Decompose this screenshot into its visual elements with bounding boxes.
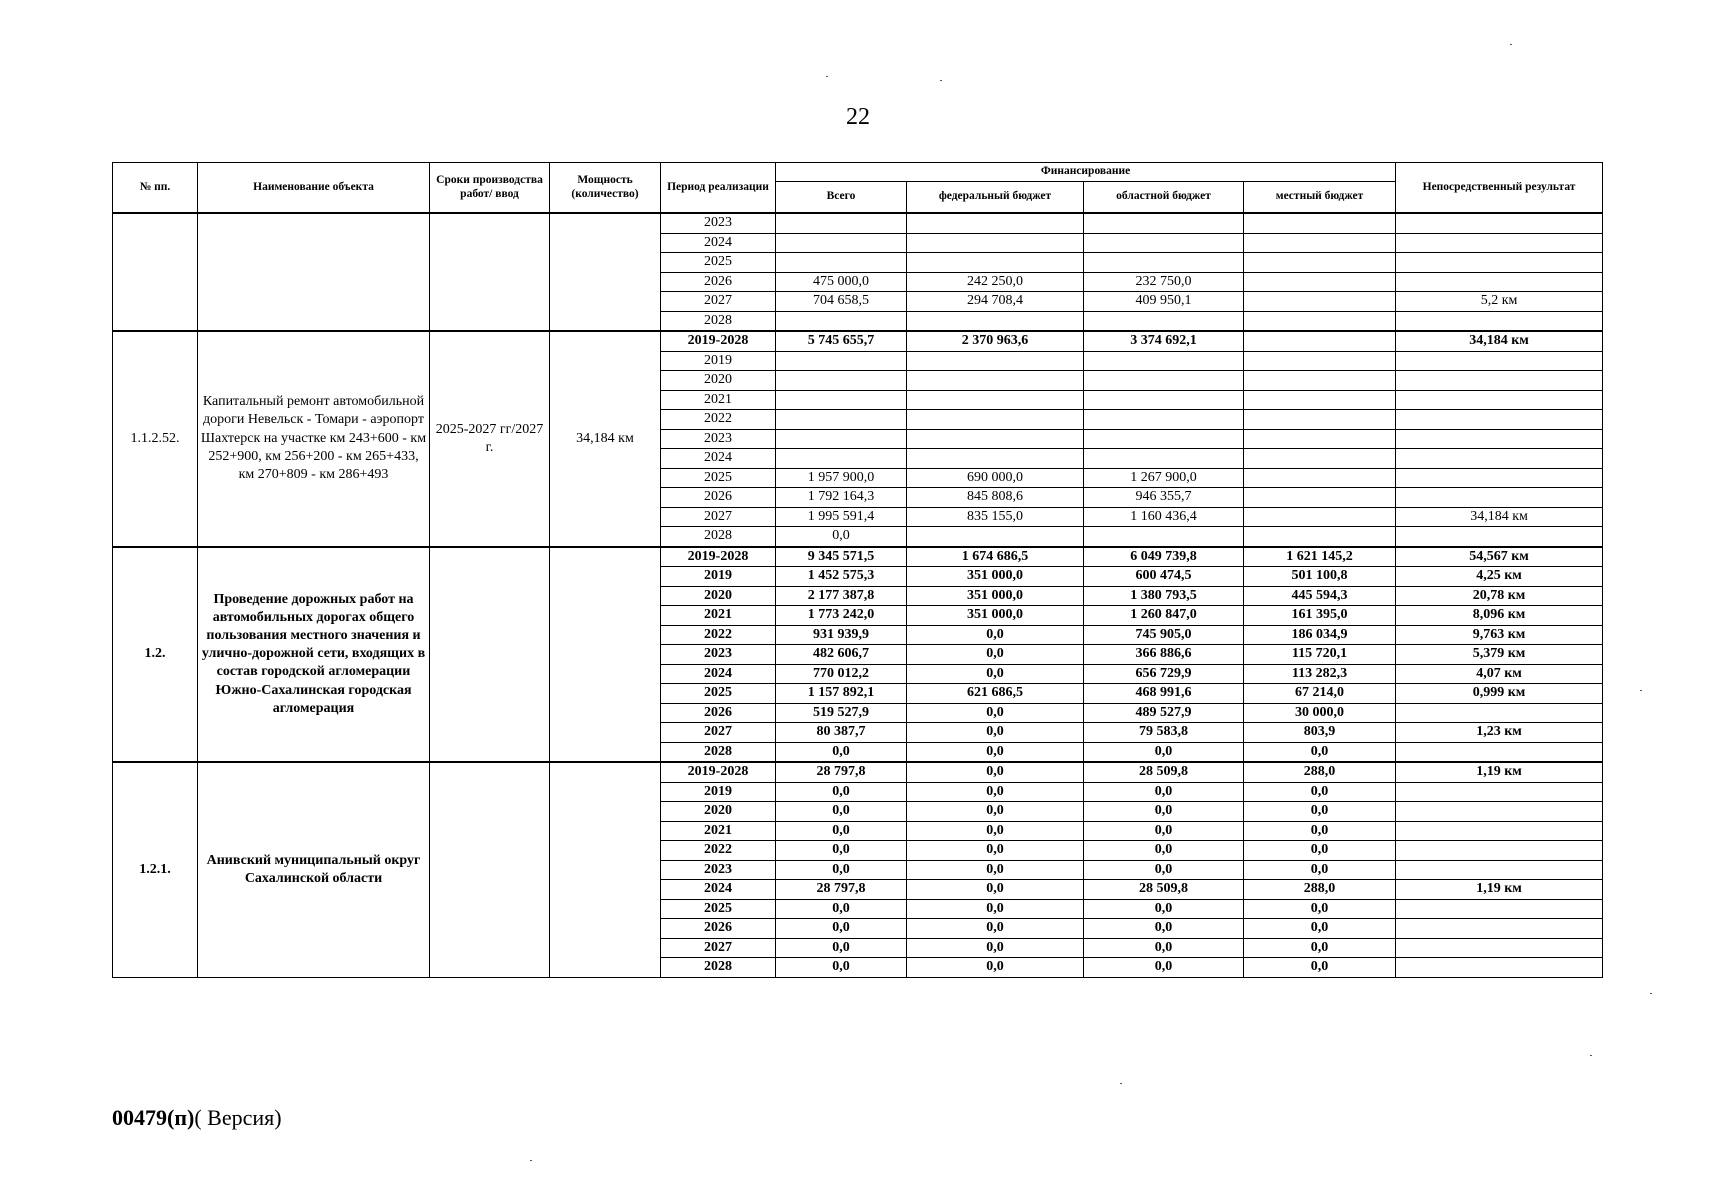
total-cell: 770 012,2 <box>776 664 907 684</box>
header-federal: федеральный бюджет <box>907 182 1084 214</box>
scan-speck <box>1120 1083 1122 1084</box>
local-cell <box>1244 507 1396 527</box>
result-cell: 1,23 км <box>1396 723 1603 743</box>
row-number-cell: 1.2.1. <box>113 762 198 977</box>
capacity-cell <box>550 762 661 977</box>
federal-cell: 0,0 <box>907 645 1084 665</box>
local-cell: 0,0 <box>1244 938 1396 958</box>
regional-cell: 0,0 <box>1084 938 1244 958</box>
total-cell: 80 387,7 <box>776 723 907 743</box>
federal-cell: 2 370 963,6 <box>907 331 1084 351</box>
local-cell: 0,0 <box>1244 919 1396 939</box>
regional-cell <box>1084 429 1244 449</box>
federal-cell: 0,0 <box>907 703 1084 723</box>
total-cell: 0,0 <box>776 821 907 841</box>
local-cell <box>1244 331 1396 351</box>
federal-cell: 0,0 <box>907 899 1084 919</box>
capacity-cell <box>550 547 661 763</box>
object-name-cell: Проведение дорожных работ на автомобильных дорогах общего пользования местного значения и улично-дорожной сети, входящих в состав городской агломерации Южно-Сахалинская городская агломерация <box>198 547 430 763</box>
header-name: Наименование объекта <box>198 163 430 214</box>
federal-cell: 0,0 <box>907 782 1084 802</box>
result-cell <box>1396 821 1603 841</box>
local-cell: 288,0 <box>1244 880 1396 900</box>
federal-cell <box>907 213 1084 233</box>
local-cell <box>1244 449 1396 469</box>
total-cell: 475 000,0 <box>776 272 907 292</box>
period-cell: 2028 <box>661 527 776 547</box>
regional-cell: 0,0 <box>1084 860 1244 880</box>
total-cell: 1 995 591,4 <box>776 507 907 527</box>
period-cell: 2023 <box>661 860 776 880</box>
result-cell: 9,763 км <box>1396 625 1603 645</box>
regional-cell: 600 474,5 <box>1084 567 1244 587</box>
federal-cell: 621 686,5 <box>907 684 1084 704</box>
period-cell: 2024 <box>661 449 776 469</box>
regional-cell: 1 267 900,0 <box>1084 468 1244 488</box>
result-cell: 5,379 км <box>1396 645 1603 665</box>
total-cell: 1 157 892,1 <box>776 684 907 704</box>
scan-speck <box>940 80 942 81</box>
regional-cell <box>1084 233 1244 253</box>
regional-cell <box>1084 371 1244 391</box>
local-cell: 803,9 <box>1244 723 1396 743</box>
result-cell: 1,19 км <box>1396 762 1603 782</box>
terms-cell <box>430 213 550 331</box>
period-cell: 2019-2028 <box>661 762 776 782</box>
federal-cell <box>907 527 1084 547</box>
period-cell: 2027 <box>661 507 776 527</box>
result-cell <box>1396 527 1603 547</box>
period-cell: 2019-2028 <box>661 331 776 351</box>
period-cell: 2025 <box>661 899 776 919</box>
period-cell: 2020 <box>661 371 776 391</box>
result-cell: 4,07 км <box>1396 664 1603 684</box>
federal-cell: 0,0 <box>907 723 1084 743</box>
period-cell: 2027 <box>661 292 776 312</box>
total-cell: 519 527,9 <box>776 703 907 723</box>
local-cell: 186 034,9 <box>1244 625 1396 645</box>
result-cell <box>1396 958 1603 978</box>
result-cell <box>1396 802 1603 822</box>
result-cell <box>1396 253 1603 273</box>
page-number: 22 <box>846 104 870 130</box>
table-body <box>113 213 1603 977</box>
period-cell: 2026 <box>661 272 776 292</box>
regional-cell <box>1084 527 1244 547</box>
scan-speck <box>826 76 828 77</box>
period-cell: 2024 <box>661 664 776 684</box>
local-cell: 0,0 <box>1244 860 1396 880</box>
result-cell: 4,25 км <box>1396 567 1603 587</box>
capacity-cell: 34,184 км <box>550 331 661 547</box>
period-cell: 2025 <box>661 253 776 273</box>
object-name-cell: Анивский муниципальный округ Сахалинской области <box>198 762 430 977</box>
regional-cell: 1 380 793,5 <box>1084 586 1244 606</box>
local-cell <box>1244 527 1396 547</box>
federal-cell: 0,0 <box>907 841 1084 861</box>
header-period: Период реализации <box>661 163 776 214</box>
local-cell: 501 100,8 <box>1244 567 1396 587</box>
regional-cell: 0,0 <box>1084 919 1244 939</box>
local-cell: 67 214,0 <box>1244 684 1396 704</box>
result-cell <box>1396 410 1603 430</box>
header-local: местный бюджет <box>1244 182 1396 214</box>
period-cell: 2021 <box>661 821 776 841</box>
local-cell <box>1244 371 1396 391</box>
federal-cell <box>907 351 1084 371</box>
table-row <box>113 547 1603 567</box>
result-cell <box>1396 390 1603 410</box>
capacity-cell <box>550 213 661 331</box>
regional-cell <box>1084 390 1244 410</box>
period-cell: 2023 <box>661 213 776 233</box>
regional-cell: 28 509,8 <box>1084 762 1244 782</box>
period-cell: 2019-2028 <box>661 547 776 567</box>
result-cell: 0,999 км <box>1396 684 1603 704</box>
header-capacity: Мощность (количество) <box>550 163 661 214</box>
local-cell <box>1244 429 1396 449</box>
result-cell <box>1396 938 1603 958</box>
financing-table <box>112 162 1603 978</box>
total-cell: 28 797,8 <box>776 762 907 782</box>
result-cell <box>1396 919 1603 939</box>
total-cell: 0,0 <box>776 527 907 547</box>
terms-cell <box>430 762 550 977</box>
local-cell: 115 720,1 <box>1244 645 1396 665</box>
local-cell <box>1244 488 1396 508</box>
total-cell: 2 177 387,8 <box>776 586 907 606</box>
document-code-number: 00479(п) <box>112 1105 195 1130</box>
row-number-cell <box>113 213 198 331</box>
total-cell: 482 606,7 <box>776 645 907 665</box>
federal-cell: 0,0 <box>907 802 1084 822</box>
federal-cell: 0,0 <box>907 919 1084 939</box>
federal-cell: 351 000,0 <box>907 606 1084 626</box>
header-financing: Финансирование <box>776 163 1396 182</box>
result-cell <box>1396 272 1603 292</box>
local-cell <box>1244 233 1396 253</box>
regional-cell: 0,0 <box>1084 782 1244 802</box>
local-cell <box>1244 292 1396 312</box>
scan-speck <box>1590 1055 1592 1056</box>
period-cell: 2021 <box>661 606 776 626</box>
period-cell: 2023 <box>661 645 776 665</box>
regional-cell: 468 991,6 <box>1084 684 1244 704</box>
federal-cell: 0,0 <box>907 958 1084 978</box>
local-cell: 0,0 <box>1244 899 1396 919</box>
header-terms: Сроки производства работ/ ввод <box>430 163 550 214</box>
federal-cell: 0,0 <box>907 664 1084 684</box>
total-cell <box>776 213 907 233</box>
total-cell: 0,0 <box>776 841 907 861</box>
regional-cell <box>1084 253 1244 273</box>
period-cell: 2021 <box>661 390 776 410</box>
result-cell <box>1396 233 1603 253</box>
period-cell: 2027 <box>661 723 776 743</box>
local-cell <box>1244 272 1396 292</box>
local-cell: 445 594,3 <box>1244 586 1396 606</box>
terms-cell <box>430 547 550 763</box>
federal-cell <box>907 449 1084 469</box>
regional-cell: 0,0 <box>1084 899 1244 919</box>
local-cell: 0,0 <box>1244 782 1396 802</box>
federal-cell <box>907 371 1084 391</box>
period-cell: 2019 <box>661 567 776 587</box>
federal-cell: 0,0 <box>907 762 1084 782</box>
period-cell: 2019 <box>661 351 776 371</box>
regional-cell: 0,0 <box>1084 958 1244 978</box>
result-cell: 34,184 км <box>1396 507 1603 527</box>
header-num: № пп. <box>113 163 198 214</box>
federal-cell: 0,0 <box>907 860 1084 880</box>
local-cell: 113 282,3 <box>1244 664 1396 684</box>
local-cell: 161 395,0 <box>1244 606 1396 626</box>
local-cell: 0,0 <box>1244 742 1396 762</box>
period-cell: 2022 <box>661 841 776 861</box>
total-cell: 0,0 <box>776 919 907 939</box>
total-cell <box>776 410 907 430</box>
local-cell <box>1244 468 1396 488</box>
local-cell: 0,0 <box>1244 841 1396 861</box>
object-name-cell <box>198 213 430 331</box>
total-cell: 1 452 575,3 <box>776 567 907 587</box>
local-cell <box>1244 253 1396 273</box>
regional-cell: 745 905,0 <box>1084 625 1244 645</box>
period-cell: 2028 <box>661 958 776 978</box>
local-cell <box>1244 351 1396 371</box>
total-cell <box>776 449 907 469</box>
federal-cell: 845 808,6 <box>907 488 1084 508</box>
period-cell: 2028 <box>661 311 776 331</box>
regional-cell: 6 049 739,8 <box>1084 547 1244 567</box>
period-cell: 2024 <box>661 880 776 900</box>
local-cell: 30 000,0 <box>1244 703 1396 723</box>
federal-cell: 0,0 <box>907 821 1084 841</box>
federal-cell <box>907 311 1084 331</box>
total-cell: 0,0 <box>776 938 907 958</box>
regional-cell: 1 260 847,0 <box>1084 606 1244 626</box>
scan-speck <box>1640 690 1642 691</box>
federal-cell: 1 674 686,5 <box>907 547 1084 567</box>
total-cell: 1 957 900,0 <box>776 468 907 488</box>
result-cell <box>1396 351 1603 371</box>
table-row <box>113 762 1603 782</box>
regional-cell: 3 374 692,1 <box>1084 331 1244 351</box>
total-cell: 1 792 164,3 <box>776 488 907 508</box>
total-cell <box>776 253 907 273</box>
total-cell: 5 745 655,7 <box>776 331 907 351</box>
total-cell <box>776 311 907 331</box>
regional-cell: 232 750,0 <box>1084 272 1244 292</box>
total-cell: 0,0 <box>776 958 907 978</box>
period-cell: 2025 <box>661 684 776 704</box>
regional-cell: 366 886,6 <box>1084 645 1244 665</box>
regional-cell: 489 527,9 <box>1084 703 1244 723</box>
federal-cell <box>907 429 1084 449</box>
total-cell <box>776 233 907 253</box>
total-cell: 0,0 <box>776 802 907 822</box>
total-cell <box>776 351 907 371</box>
row-number-cell: 1.1.2.52. <box>113 331 198 547</box>
result-cell <box>1396 213 1603 233</box>
period-cell: 2026 <box>661 919 776 939</box>
total-cell: 28 797,8 <box>776 880 907 900</box>
federal-cell: 351 000,0 <box>907 567 1084 587</box>
regional-cell: 409 950,1 <box>1084 292 1244 312</box>
result-cell: 34,184 км <box>1396 331 1603 351</box>
regional-cell: 0,0 <box>1084 841 1244 861</box>
regional-cell <box>1084 449 1244 469</box>
federal-cell: 0,0 <box>907 625 1084 645</box>
period-cell: 2025 <box>661 468 776 488</box>
local-cell <box>1244 213 1396 233</box>
table-row <box>113 213 1603 233</box>
table-row <box>113 331 1603 351</box>
total-cell: 931 939,9 <box>776 625 907 645</box>
regional-cell: 946 355,7 <box>1084 488 1244 508</box>
total-cell <box>776 390 907 410</box>
federal-cell <box>907 233 1084 253</box>
federal-cell <box>907 390 1084 410</box>
regional-cell <box>1084 410 1244 430</box>
result-cell <box>1396 742 1603 762</box>
scan-speck <box>1650 993 1652 994</box>
result-cell <box>1396 782 1603 802</box>
federal-cell: 0,0 <box>907 938 1084 958</box>
total-cell: 0,0 <box>776 742 907 762</box>
local-cell <box>1244 410 1396 430</box>
period-cell: 2023 <box>661 429 776 449</box>
result-cell <box>1396 311 1603 331</box>
local-cell: 0,0 <box>1244 821 1396 841</box>
result-cell: 5,2 км <box>1396 292 1603 312</box>
regional-cell: 0,0 <box>1084 742 1244 762</box>
header-result: Непосредственный результат <box>1396 163 1603 214</box>
regional-cell: 1 160 436,4 <box>1084 507 1244 527</box>
federal-cell: 0,0 <box>907 742 1084 762</box>
total-cell: 0,0 <box>776 782 907 802</box>
period-cell: 2020 <box>661 586 776 606</box>
regional-cell <box>1084 311 1244 331</box>
federal-cell: 690 000,0 <box>907 468 1084 488</box>
result-cell <box>1396 703 1603 723</box>
object-name-cell: Капитальный ремонт автомобильной дороги Невельск - Томари - аэропорт Шахтерск на участке км 243+600 - км 252+900, км 256+200 - км 265+433, км 270+809 - км 286+493 <box>198 331 430 547</box>
federal-cell: 242 250,0 <box>907 272 1084 292</box>
result-cell <box>1396 899 1603 919</box>
regional-cell <box>1084 351 1244 371</box>
local-cell: 1 621 145,2 <box>1244 547 1396 567</box>
federal-cell: 835 155,0 <box>907 507 1084 527</box>
period-cell: 2027 <box>661 938 776 958</box>
scan-speck <box>1510 44 1512 45</box>
header-total: Всего <box>776 182 907 214</box>
federal-cell: 351 000,0 <box>907 586 1084 606</box>
document-version: ( Версия) <box>194 1105 282 1130</box>
result-cell <box>1396 468 1603 488</box>
result-cell <box>1396 449 1603 469</box>
result-cell: 8,096 км <box>1396 606 1603 626</box>
period-cell: 2026 <box>661 488 776 508</box>
federal-cell: 294 708,4 <box>907 292 1084 312</box>
total-cell <box>776 429 907 449</box>
result-cell <box>1396 860 1603 880</box>
result-cell <box>1396 841 1603 861</box>
federal-cell <box>907 253 1084 273</box>
local-cell <box>1244 390 1396 410</box>
total-cell: 0,0 <box>776 899 907 919</box>
regional-cell: 0,0 <box>1084 802 1244 822</box>
row-number-cell: 1.2. <box>113 547 198 763</box>
result-cell <box>1396 371 1603 391</box>
result-cell: 20,78 км <box>1396 586 1603 606</box>
period-cell: 2024 <box>661 233 776 253</box>
regional-cell: 0,0 <box>1084 821 1244 841</box>
scan-speck <box>530 1160 532 1161</box>
federal-cell: 0,0 <box>907 880 1084 900</box>
period-cell: 2020 <box>661 802 776 822</box>
period-cell: 2028 <box>661 742 776 762</box>
local-cell: 0,0 <box>1244 958 1396 978</box>
local-cell <box>1244 311 1396 331</box>
period-cell: 2019 <box>661 782 776 802</box>
total-cell: 0,0 <box>776 860 907 880</box>
result-cell <box>1396 429 1603 449</box>
total-cell: 1 773 242,0 <box>776 606 907 626</box>
result-cell <box>1396 488 1603 508</box>
regional-cell <box>1084 213 1244 233</box>
period-cell: 2022 <box>661 410 776 430</box>
regional-cell: 28 509,8 <box>1084 880 1244 900</box>
total-cell: 9 345 571,5 <box>776 547 907 567</box>
terms-cell: 2025-2027 гг/2027 г. <box>430 331 550 547</box>
federal-cell <box>907 410 1084 430</box>
regional-cell: 79 583,8 <box>1084 723 1244 743</box>
period-cell: 2026 <box>661 703 776 723</box>
total-cell: 704 658,5 <box>776 292 907 312</box>
result-cell: 1,19 км <box>1396 880 1603 900</box>
period-cell: 2022 <box>661 625 776 645</box>
local-cell: 0,0 <box>1244 802 1396 822</box>
result-cell: 54,567 км <box>1396 547 1603 567</box>
local-cell: 288,0 <box>1244 762 1396 782</box>
document-code <box>112 1105 282 1131</box>
total-cell <box>776 371 907 391</box>
regional-cell: 656 729,9 <box>1084 664 1244 684</box>
header-regional: областной бюджет <box>1084 182 1244 214</box>
